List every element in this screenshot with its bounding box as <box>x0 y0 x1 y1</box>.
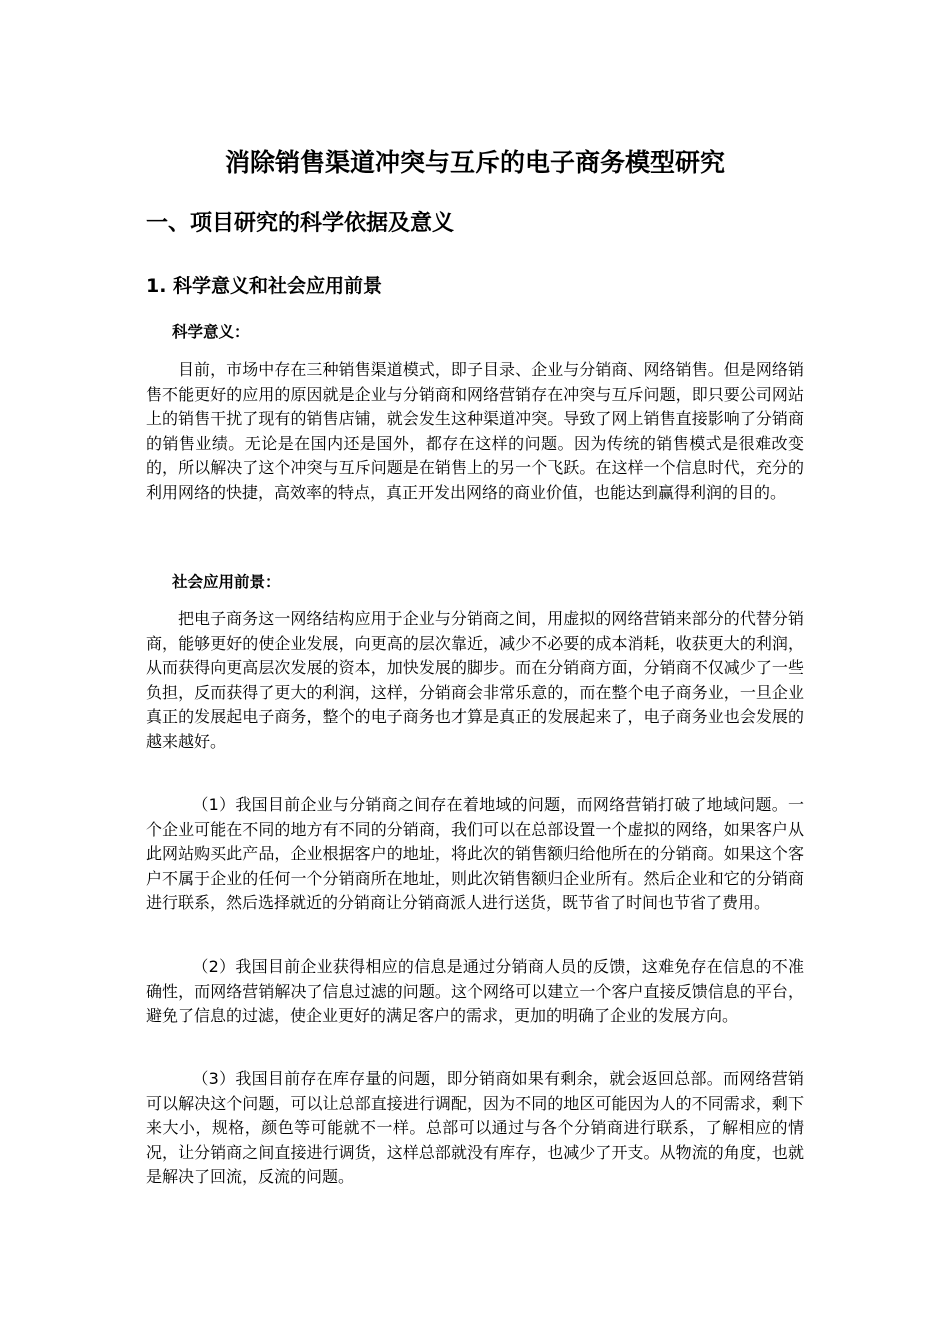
subsection-heading: 1. 科学意义和社会应用前景 <box>146 275 383 297</box>
point-3-paragraph: （3）我国目前存在库存量的问题，即分销商如果有剩余，就会返回总部。而网络营销可以解决这个问题，可以让总部直接进行调配，因为不同的地区可能因为人的不同需求，剩下来大小，规格，颜色等可能就不一样。总部可以通过与各个分销商进行联系，了解相应的情况，让分销商之间直接进行调货，这样总部就没有库存，也减少了开支。从物流的角度，也就是解决了回流，反流的问题。 <box>146 1069 804 1187</box>
point-1-paragraph: （1）我国目前企业与分销商之间存在着地域的问题，而网络营销打破了地域问题。一个企业可能在不同的地方有不同的分销商，我们可以在总部设置一个虚拟的网络，如果客户从此网站购买此产品，企业根据客户的地址，将此次的销售额归给他所在的分销商。如果这个客户不属于企业的任何一个分销商所在地址，则此次销售额归企业所有。然后企业和它的分销商进行联系，然后选择就近的分销商让分销商派人进行送货，既节省了时间也节省了费用。 <box>146 795 804 913</box>
social-paragraph: 把电子商务这一网络结构应用于企业与分销商之间，用虚拟的网络营销来部分的代替分销商，能够更好的使企业发展，向更高的层次靠近，减少不必要的成本消耗，收获更大的利润，从而获得向更高层次发展的资本，加快发展的脚步。而在分销商方面，分销商不仅减少了一些负担，反而获得了更大的利润，这样，分销商会非常乐意的，而在整个电子商务业，一旦企业真正的发展起电子商务，整个的电子商务也才算是真正的发展起来了，电子商务业也会发展的越来越好。 <box>146 609 804 751</box>
section-heading: 一、项目研究的科学依据及意义 <box>146 211 455 236</box>
science-paragraph: 目前，市场中存在三种销售渠道模式，即子目录、企业与分销商、网络销售。但是网络销售不能更好的应用的原因就是企业与分销商和网络营销存在冲突与互斥问题，即只要公司网站上的销售干扰了现有的销售店铺，就会发生这种渠道冲突。导致了网上销售直接影响了分销商的销售业绩。无论是在国内还是国外，都存在这样的问题。因为传统的销售模式是很难改变的，所以解决了这个冲突与互斥问题是在销售上的另一个飞跃。在这样一个信息时代，充分的利用网络的快捷，高效率的特点，真正开发出网络的商业价值，也能达到赢得利润的目的。 <box>146 360 804 502</box>
document-title: 消除销售渠道冲突与互斥的电子商务模型研究 <box>224 148 725 177</box>
science-label: 科学意义： <box>172 323 250 341</box>
point-2-paragraph: （2）我国目前企业获得相应的信息是通过分销商人员的反馈，这难免存在信息的不准确性，而网络营销解决了信息过滤的问题。这个网络可以建立一个客户直接反馈信息的平台，避免了信息的过滤，使企业更好的满足客户的需求，更加的明确了企业的发展方向。 <box>146 957 804 1026</box>
social-label: 社会应用前景： <box>172 573 281 591</box>
